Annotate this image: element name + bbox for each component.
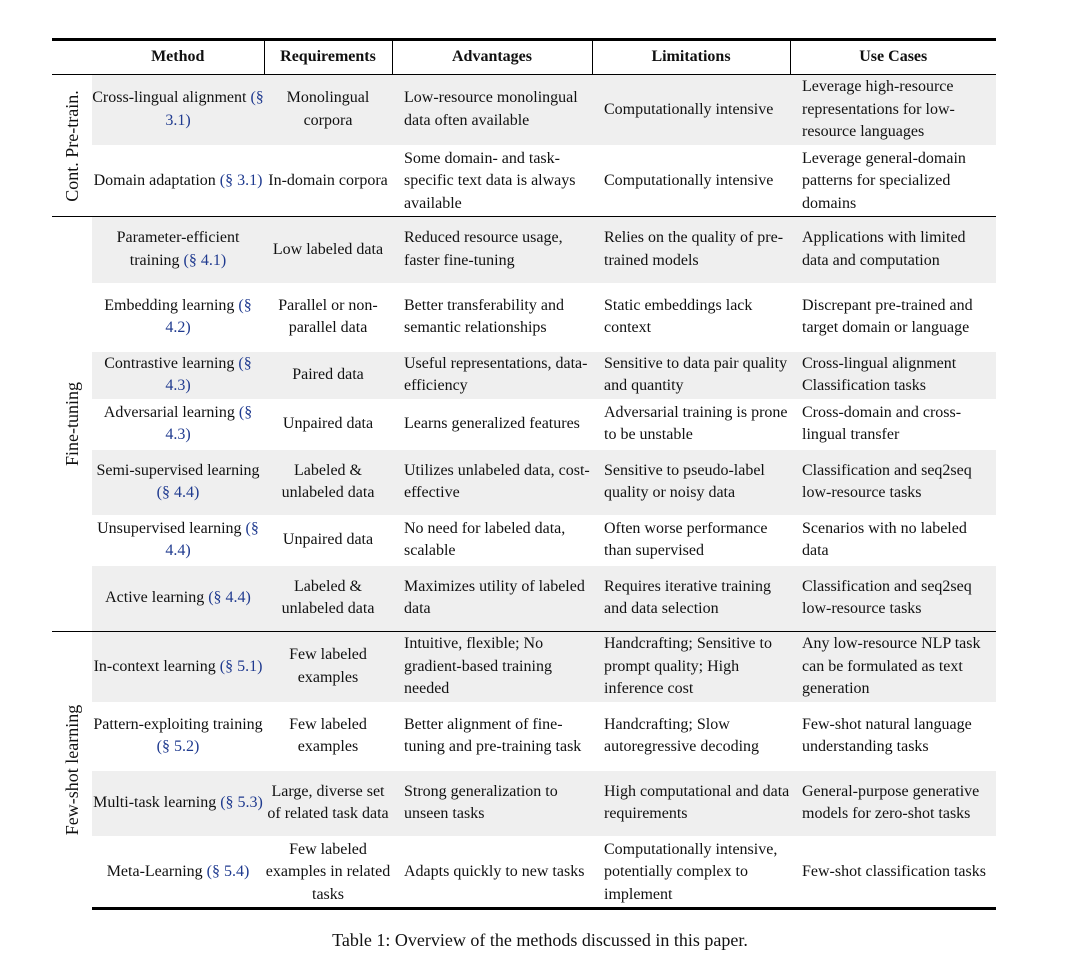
limitations-cell: Requires iterative training and data selection bbox=[592, 565, 790, 632]
advantages-cell: Strong generalization to unseen tasks bbox=[392, 770, 592, 837]
section-ref-link[interactable]: (§ 4.3) bbox=[165, 354, 252, 394]
limitations-cell: Sensitive to data pair quality and quantity bbox=[592, 351, 790, 400]
use-cases-cell: Classification and seq2seq low-resource tasks bbox=[790, 565, 996, 632]
section-ref-link[interactable]: (§ 4.4) bbox=[165, 519, 259, 559]
section-ref-link[interactable]: (§ 4.4) bbox=[156, 484, 200, 501]
advantages-cell: Low-resource monolingual data often available bbox=[392, 75, 592, 146]
method-name: Embedding learning bbox=[104, 296, 235, 314]
requirements-cell: Labeled & unlabeled data bbox=[264, 565, 392, 632]
use-cases-cell: Few-shot classification tasks bbox=[790, 837, 996, 909]
limitations-cell: Computationally intensive, potentially complex to implement bbox=[592, 837, 790, 909]
limitations-cell: Often worse performance than supervised bbox=[592, 516, 790, 565]
advantages-cell: Better alignment of fine-tuning and pre-training task bbox=[392, 703, 592, 770]
limitations-cell: Sensitive to pseudo-label quality or noisy data bbox=[592, 449, 790, 516]
table-row bbox=[52, 565, 996, 632]
requirements-cell: Parallel or non-parallel data bbox=[264, 284, 392, 351]
section-ref-link[interactable]: (§ 5.3) bbox=[220, 793, 263, 811]
method-cell bbox=[92, 703, 264, 770]
table-row bbox=[52, 632, 996, 703]
method-cell bbox=[92, 351, 264, 400]
table-row bbox=[52, 217, 996, 284]
requirements-cell: Low labeled data bbox=[264, 217, 392, 284]
requirements-cell: Unpaired data bbox=[264, 400, 392, 449]
table-row bbox=[52, 146, 996, 217]
use-cases-cell: Few-shot natural language understanding tasks bbox=[790, 703, 996, 770]
requirements-cell: Large, diverse set of related task data bbox=[264, 770, 392, 837]
group-label-cell bbox=[52, 217, 92, 632]
requirements-cell: Paired data bbox=[264, 351, 392, 400]
method-name: Pattern-exploiting training bbox=[93, 715, 263, 733]
requirements-cell: Monolingual corpora bbox=[264, 75, 392, 146]
method-name: Domain adaptation bbox=[93, 172, 216, 189]
method-name: Active learning bbox=[105, 589, 205, 606]
limitations-cell: Adversarial training is prone to be unstable bbox=[592, 400, 790, 449]
methods-table-wrapper bbox=[52, 38, 996, 910]
requirements-cell: Labeled & unlabeled data bbox=[264, 449, 392, 516]
method-name: Adversarial learning bbox=[103, 403, 235, 421]
method-cell bbox=[92, 400, 264, 449]
advantages-cell: Learns generalized features bbox=[392, 400, 592, 449]
table-row bbox=[52, 284, 996, 351]
section-ref-link[interactable]: (§ 3.1) bbox=[219, 172, 263, 189]
advantages-cell: Reduced resource usage, faster fine-tuning bbox=[392, 217, 592, 284]
method-name: Unsupervised learning bbox=[97, 519, 242, 537]
use-cases-cell: Leverage high-resource representations for low-resource languages bbox=[790, 75, 996, 146]
advantages-cell: Useful representations, data-efficiency bbox=[392, 351, 592, 400]
table-row bbox=[52, 449, 996, 516]
limitations-cell: Handcrafting; Slow autoregressive decoding bbox=[592, 703, 790, 770]
header-requirements: Requirements bbox=[264, 40, 392, 75]
requirements-cell: Few labeled examples bbox=[264, 632, 392, 703]
advantages-cell: Some domain- and task-specific text data is always available bbox=[392, 146, 592, 217]
group-1 bbox=[52, 217, 996, 632]
section-ref-link[interactable]: (§ 4.2) bbox=[165, 296, 252, 336]
group-label-cell bbox=[52, 75, 92, 217]
advantages-cell: Maximizes utility of labeled data bbox=[392, 565, 592, 632]
method-name: Semi-supervised learning bbox=[96, 461, 260, 479]
method-cell bbox=[92, 284, 264, 351]
limitations-cell: High computational and data requirements bbox=[592, 770, 790, 837]
methods-table bbox=[52, 38, 996, 910]
method-cell bbox=[92, 516, 264, 565]
method-cell bbox=[92, 146, 264, 217]
method-name: Multi-task learning bbox=[93, 793, 217, 811]
group-label: Few-shot learning bbox=[61, 705, 82, 836]
method-cell bbox=[92, 837, 264, 909]
group-label: Fine-tuning bbox=[61, 382, 82, 466]
section-ref-link[interactable]: (§ 3.1) bbox=[165, 89, 264, 129]
method-cell bbox=[92, 75, 264, 146]
use-cases-cell: Cross-lingual alignment Classification tasks bbox=[790, 351, 996, 400]
section-ref-link[interactable]: (§ 4.4) bbox=[208, 589, 251, 606]
method-cell bbox=[92, 565, 264, 632]
header-use-cases: Use Cases bbox=[790, 40, 996, 75]
limitations-cell: Computationally intensive bbox=[592, 146, 790, 217]
header-group-spacer bbox=[52, 40, 92, 75]
use-cases-cell: Any low-resource NLP task can be formulated as text generation bbox=[790, 632, 996, 703]
header-advantages: Advantages bbox=[392, 40, 592, 75]
table-row bbox=[52, 351, 996, 400]
advantages-cell: No need for labeled data, scalable bbox=[392, 516, 592, 565]
table-row bbox=[52, 400, 996, 449]
section-ref-link[interactable]: (§ 5.1) bbox=[219, 657, 263, 675]
header-limitations: Limitations bbox=[592, 40, 790, 75]
section-ref-link[interactable]: (§ 5.2) bbox=[156, 738, 200, 755]
limitations-cell: Handcrafting; Sensitive to prompt quality; High inference cost bbox=[592, 632, 790, 703]
use-cases-cell: Applications with limited data and computation bbox=[790, 217, 996, 284]
method-name: Meta-Learning bbox=[106, 863, 203, 880]
use-cases-cell: Classification and seq2seq low-resource tasks bbox=[790, 449, 996, 516]
requirements-cell: Few labeled examples in related tasks bbox=[264, 837, 392, 909]
section-ref-link[interactable]: (§ 5.4) bbox=[206, 863, 250, 880]
use-cases-cell: Discrepant pre-trained and target domain or language bbox=[790, 284, 996, 351]
table-row bbox=[52, 770, 996, 837]
advantages-cell: Adapts quickly to new tasks bbox=[392, 837, 592, 909]
method-cell bbox=[92, 632, 264, 703]
group-label: Cont. Pre-train. bbox=[61, 89, 82, 202]
method-name: Parameter-efficient training bbox=[116, 229, 240, 269]
group-2 bbox=[52, 632, 996, 909]
header-method: Method bbox=[92, 40, 264, 75]
method-name: In-context learning bbox=[93, 657, 216, 675]
limitations-cell: Relies on the quality of pre-trained models bbox=[592, 217, 790, 284]
use-cases-cell: Leverage general-domain patterns for specialized domains bbox=[790, 146, 996, 217]
requirements-cell: In-domain corpora bbox=[264, 146, 392, 217]
limitations-cell: Static embeddings lack context bbox=[592, 284, 790, 351]
use-cases-cell: Scenarios with no labeled data bbox=[790, 516, 996, 565]
table-row bbox=[52, 703, 996, 770]
method-name: Contrastive learning bbox=[104, 354, 235, 372]
method-name: Cross-lingual alignment bbox=[92, 89, 247, 107]
header-row bbox=[52, 40, 996, 75]
table-row bbox=[52, 516, 996, 565]
table-row bbox=[52, 837, 996, 909]
use-cases-cell: General-purpose generative models for zero-shot tasks bbox=[790, 770, 996, 837]
table-row bbox=[52, 75, 996, 146]
limitations-cell: Computationally intensive bbox=[592, 75, 790, 146]
requirements-cell: Few labeled examples bbox=[264, 703, 392, 770]
section-ref-link[interactable]: (§ 4.1) bbox=[183, 251, 227, 269]
group-0 bbox=[52, 75, 996, 217]
advantages-cell: Utilizes unlabeled data, cost-effective bbox=[392, 449, 592, 516]
method-cell bbox=[92, 217, 264, 284]
table-caption: Table 1: Overview of the methods discussed in this paper. bbox=[332, 930, 748, 950]
method-cell bbox=[92, 449, 264, 516]
method-cell bbox=[92, 770, 264, 837]
advantages-cell: Better transferability and semantic relationships bbox=[392, 284, 592, 351]
requirements-cell: Unpaired data bbox=[264, 516, 392, 565]
advantages-cell: Intuitive, flexible; No gradient-based training needed bbox=[392, 632, 592, 703]
section-ref-link[interactable]: (§ 4.3) bbox=[165, 403, 253, 443]
group-label-cell bbox=[52, 632, 92, 909]
use-cases-cell: Cross-domain and cross-lingual transfer bbox=[790, 400, 996, 449]
